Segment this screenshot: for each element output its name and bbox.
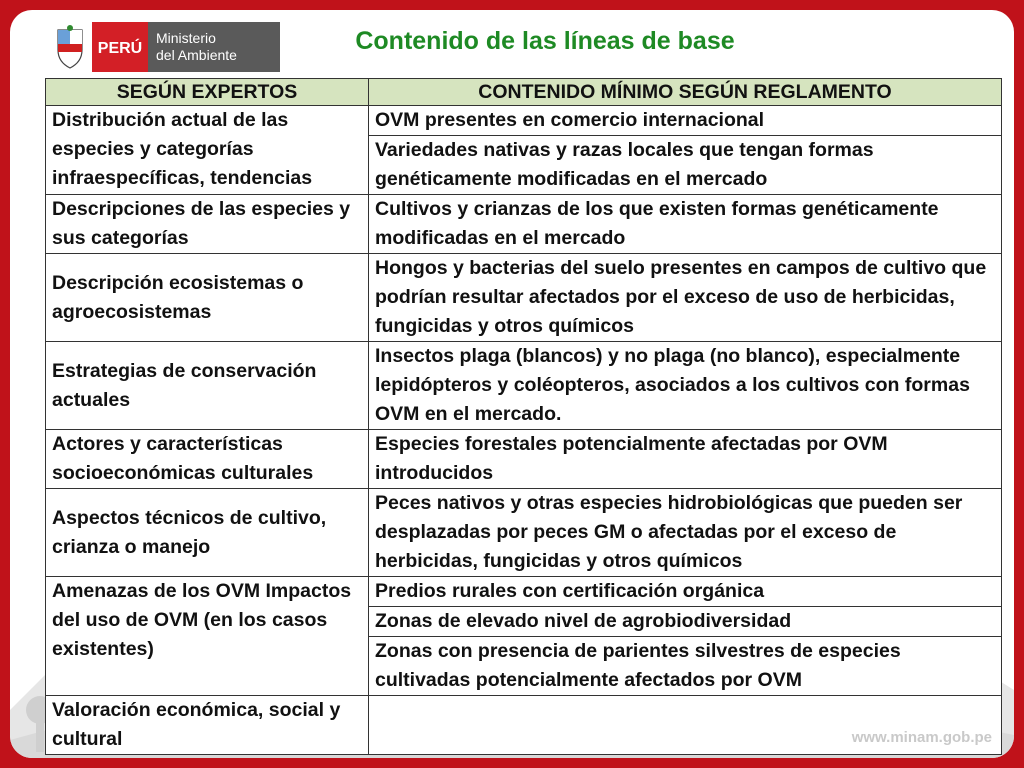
table-header-row: [46, 79, 1002, 106]
page-title: Contenido de las líneas de base: [355, 27, 735, 55]
table-row: [46, 489, 1002, 577]
regulation-cell: Zonas de elevado nivel de agrobiodiversidad: [369, 607, 1002, 637]
logo-country-text: PERÚ: [97, 40, 143, 57]
regulation-cell: Insectos plaga (blancos) y no plaga (no blanco), especialmente lepidópteros y coléopteros, asociados a los cultivos con formas OVM en el mercado.: [369, 342, 1002, 430]
regulation-cell: Hongos y bacterias del suelo presentes en campos de cultivo que podrían resultar afectados por el exceso de uso de herbicidas, fungicidas y otros químicos: [369, 254, 1002, 342]
table-row: [46, 254, 1002, 342]
regulation-cell: OVM presentes en comercio internacional: [369, 106, 1002, 136]
expert-cell: Amenazas de los OVM Impactos del uso de OVM (en los casos existentes): [46, 577, 369, 696]
column-header-regulation: CONTENIDO MÍNIMO SEGÚN REGLAMENTO: [369, 79, 1002, 106]
expert-cell: Aspectos técnicos de cultivo, crianza o manejo: [46, 489, 369, 577]
table-row: [46, 106, 1002, 136]
regulation-cell: Variedades nativas y razas locales que tengan formas genéticamente modificadas en el mercado: [369, 136, 1002, 195]
expert-cell: Distribución actual de las especies y categorías infraespecíficas, tendencias: [46, 106, 369, 195]
table-row: [46, 342, 1002, 430]
regulation-cell: Cultivos y crianzas de los que existen formas genéticamente modificadas en el mercado: [369, 195, 1002, 254]
table-row: [46, 577, 1002, 607]
expert-cell: Valoración económica, social y cultural: [46, 696, 369, 755]
expert-cell: Actores y características socioeconómicas culturales: [46, 430, 369, 489]
baseline-content-table: [45, 78, 1002, 755]
expert-cell: Descripción ecosistemas o agroecosistemas: [46, 254, 369, 342]
logo-ministry-line2: del Ambiente: [156, 47, 237, 63]
regulation-cell: Peces nativos y otras especies hidrobiológicas que pueden ser desplazadas por peces GM o afectadas por el exceso de herbicidas, fungicidas y otros químicos: [369, 489, 1002, 577]
footer-url: www.minam.gob.pe: [851, 729, 992, 746]
table-row: [46, 195, 1002, 254]
minam-peru-logo: [52, 22, 282, 74]
regulation-cell: Especies forestales potencialmente afectadas por OVM introducidos: [369, 430, 1002, 489]
logo-ministry-line1: Ministerio: [156, 30, 216, 46]
expert-cell: Descripciones de las especies y sus categorías: [46, 195, 369, 254]
table-row: [46, 430, 1002, 489]
slide: [10, 10, 1014, 758]
expert-cell: Estrategias de conservación actuales: [46, 342, 369, 430]
regulation-cell: Predios rurales con certificación orgánica: [369, 577, 1002, 607]
column-header-experts: SEGÚN EXPERTOS: [46, 79, 369, 106]
regulation-cell: Zonas con presencia de parientes silvestres de especies cultivadas potencialmente afectados por OVM: [369, 637, 1002, 696]
